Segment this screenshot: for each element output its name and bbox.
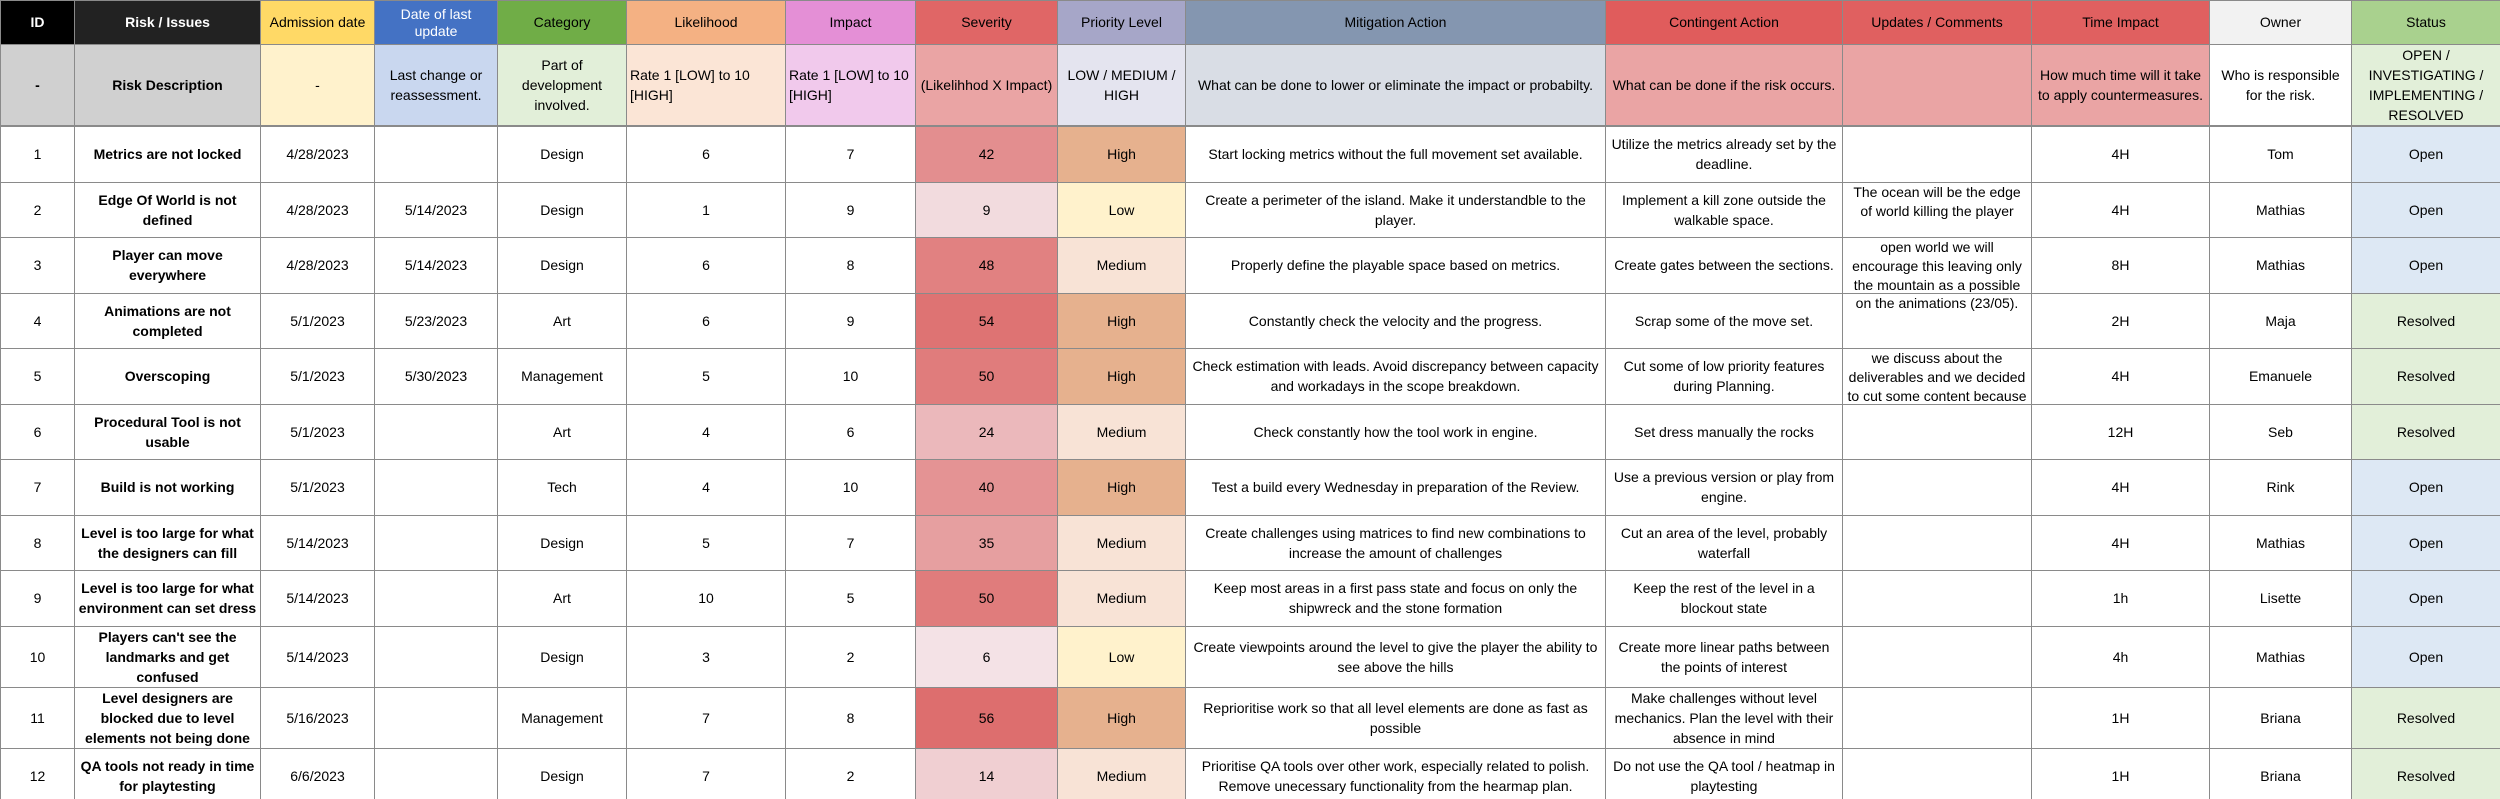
cell-risk[interactable]: Overscoping xyxy=(75,349,261,405)
description-mitigation: What can be done to lower or eliminate the impact or probabilty. xyxy=(1186,45,1606,126)
cell-impact[interactable]: 5 xyxy=(786,571,916,627)
cell-last-update[interactable]: 5/14/2023 xyxy=(375,238,498,294)
table-row[interactable] xyxy=(1,748,2500,799)
cell-admission[interactable]: 5/14/2023 xyxy=(261,515,375,571)
cell-priority[interactable]: High xyxy=(1058,127,1186,183)
cell-id[interactable]: 8 xyxy=(1,515,75,571)
description-id: - xyxy=(1,45,75,126)
cell-severity[interactable]: 54 xyxy=(916,293,1058,349)
cell-updates[interactable] xyxy=(1843,748,2032,799)
cell-risk[interactable]: Players can't see the landmarks and get confused xyxy=(75,626,261,687)
cell-contingent[interactable]: Cut an area of the level, probably waterfall xyxy=(1606,515,1843,571)
header-owner[interactable]: Owner xyxy=(2210,1,2352,45)
cell-admission[interactable]: 4/28/2023 xyxy=(261,127,375,183)
cell-priority[interactable]: Medium xyxy=(1058,571,1186,627)
header-priority[interactable]: Priority Level xyxy=(1058,1,1186,45)
cell-admission[interactable]: 5/14/2023 xyxy=(261,571,375,627)
cell-category[interactable]: Art xyxy=(498,293,627,349)
cell-last-update[interactable] xyxy=(375,404,498,460)
cell-impact[interactable]: 2 xyxy=(786,748,916,799)
cell-last-update[interactable]: 5/14/2023 xyxy=(375,182,498,238)
cell-id[interactable]: 3 xyxy=(1,238,75,294)
cell-admission[interactable]: 5/1/2023 xyxy=(261,460,375,516)
cell-contingent[interactable]: Use a previous version or play from engine. xyxy=(1606,460,1843,516)
cell-likelihood[interactable]: 4 xyxy=(627,460,786,516)
table-row[interactable] xyxy=(1,238,2500,294)
header-admission[interactable]: Admission date xyxy=(261,1,375,45)
cell-status[interactable]: Resolved xyxy=(2352,293,2500,349)
cell-likelihood[interactable]: 10 xyxy=(627,571,786,627)
cell-admission[interactable]: 5/16/2023 xyxy=(261,687,375,748)
cell-priority[interactable]: Low xyxy=(1058,182,1186,238)
cell-last-update[interactable] xyxy=(375,127,498,183)
cell-time-impact[interactable]: 1H xyxy=(2032,687,2210,748)
cell-updates[interactable] xyxy=(1843,293,2032,349)
cell-severity[interactable]: 48 xyxy=(916,238,1058,294)
cell-owner[interactable]: Rink xyxy=(2210,460,2352,516)
cell-updates[interactable] xyxy=(1843,238,2032,294)
cell-mitigation[interactable]: Reprioritise work so that all level elements are done as fast as possible xyxy=(1186,687,1606,748)
cell-owner[interactable]: Briana xyxy=(2210,748,2352,799)
cell-contingent[interactable]: Make challenges without level mechanics. Plan the level with their absence in mind xyxy=(1606,687,1843,748)
cell-time-impact[interactable]: 1h xyxy=(2032,571,2210,627)
cell-status[interactable]: Resolved xyxy=(2352,748,2500,799)
cell-mitigation[interactable]: Constantly check the velocity and the progress. xyxy=(1186,293,1606,349)
cell-admission[interactable]: 5/1/2023 xyxy=(261,349,375,405)
cell-last-update[interactable] xyxy=(375,748,498,799)
cell-severity[interactable]: 40 xyxy=(916,460,1058,516)
cell-admission[interactable]: 5/1/2023 xyxy=(261,293,375,349)
cell-category[interactable]: Design xyxy=(498,182,627,238)
cell-mitigation[interactable]: Check constantly how the tool work in engine. xyxy=(1186,404,1606,460)
cell-likelihood[interactable]: 7 xyxy=(627,748,786,799)
description-admission: - xyxy=(261,45,375,126)
cell-impact[interactable]: 8 xyxy=(786,238,916,294)
description-category: Part of development involved. xyxy=(498,45,627,126)
cell-mitigation[interactable]: Test a build every Wednesday in preparation of the Review. xyxy=(1186,460,1606,516)
cell-impact[interactable]: 6 xyxy=(786,404,916,460)
cell-mitigation[interactable]: Create viewpoints around the level to give the player the ability to see above the hills xyxy=(1186,626,1606,687)
header-updates[interactable]: Updates / Comments xyxy=(1843,1,2032,45)
cell-updates[interactable] xyxy=(1843,127,2032,183)
cell-owner[interactable]: Emanuele xyxy=(2210,349,2352,405)
cell-severity[interactable]: 6 xyxy=(916,626,1058,687)
cell-mitigation[interactable]: Properly define the playable space based on metrics. xyxy=(1186,238,1606,294)
cell-last-update[interactable] xyxy=(375,515,498,571)
cell-severity[interactable]: 56 xyxy=(916,687,1058,748)
cell-severity[interactable]: 14 xyxy=(916,748,1058,799)
header-mitigation[interactable]: Mitigation Action xyxy=(1186,1,1606,45)
cell-last-update[interactable] xyxy=(375,460,498,516)
table-row[interactable] xyxy=(1,404,2500,460)
cell-priority[interactable]: High xyxy=(1058,460,1186,516)
cell-time-impact[interactable]: 2H xyxy=(2032,293,2210,349)
cell-likelihood[interactable]: 4 xyxy=(627,404,786,460)
cell-mitigation[interactable]: Create challenges using matrices to find new combinations to increase the amount of challenges xyxy=(1186,515,1606,571)
cell-id[interactable]: 12 xyxy=(1,748,75,799)
cell-time-impact[interactable]: 4H xyxy=(2032,515,2210,571)
cell-time-impact[interactable]: 12H xyxy=(2032,404,2210,460)
cell-mitigation[interactable]: Create a perimeter of the island. Make it understandble to the player. xyxy=(1186,182,1606,238)
cell-category[interactable]: Tech xyxy=(498,460,627,516)
description-risk: Risk Description xyxy=(75,45,261,126)
comment-text: on the animations (23/05). xyxy=(1855,294,2019,311)
cell-id[interactable]: 5 xyxy=(1,349,75,405)
cell-status[interactable]: Open xyxy=(2352,571,2500,627)
table-row[interactable] xyxy=(1,515,2500,571)
table-row[interactable] xyxy=(1,687,2500,748)
cell-updates[interactable] xyxy=(1843,571,2032,627)
cell-category[interactable]: Management xyxy=(498,349,627,405)
cell-status[interactable]: Open xyxy=(2352,182,2500,238)
cell-time-impact[interactable]: 4H xyxy=(2032,182,2210,238)
cell-id[interactable]: 6 xyxy=(1,404,75,460)
cell-mitigation[interactable]: Check estimation with leads. Avoid discrepancy between capacity and workadays in the scope breakdown. xyxy=(1186,349,1606,405)
description-likelihood: Rate 1 [LOW] to 10 [HIGH] xyxy=(627,45,786,126)
cell-severity[interactable]: 24 xyxy=(916,404,1058,460)
cell-updates[interactable] xyxy=(1843,182,2032,238)
cell-category[interactable]: Design xyxy=(498,127,627,183)
cell-status[interactable]: Resolved xyxy=(2352,349,2500,405)
cell-id[interactable]: 1 xyxy=(1,127,75,183)
cell-time-impact[interactable]: 1H xyxy=(2032,748,2210,799)
table-row[interactable] xyxy=(1,293,2500,349)
header-risk[interactable]: Risk / Issues xyxy=(75,1,261,45)
cell-admission[interactable]: 5/1/2023 xyxy=(261,404,375,460)
cell-priority[interactable]: High xyxy=(1058,349,1186,405)
cell-mitigation[interactable]: Start locking metrics without the full movement set available. xyxy=(1186,127,1606,183)
cell-risk[interactable]: Edge Of World is not defined xyxy=(75,182,261,238)
cell-contingent[interactable]: Cut some of low priority features during Planning. xyxy=(1606,349,1843,405)
description-owner: Who is responsible for the risk. xyxy=(2210,45,2352,126)
header-status[interactable]: Status xyxy=(2352,1,2500,45)
cell-risk[interactable]: Player can move everywhere xyxy=(75,238,261,294)
cell-priority[interactable]: Medium xyxy=(1058,748,1186,799)
cell-owner[interactable]: Tom xyxy=(2210,127,2352,183)
cell-owner[interactable]: Mathias xyxy=(2210,515,2352,571)
cell-updates[interactable] xyxy=(1843,460,2032,516)
cell-updates[interactable] xyxy=(1843,404,2032,460)
cell-contingent[interactable]: Implement a kill zone outside the walkable space. xyxy=(1606,182,1843,238)
cell-category[interactable]: Design xyxy=(498,515,627,571)
cell-category[interactable]: Management xyxy=(498,687,627,748)
table-row[interactable] xyxy=(1,571,2500,627)
comment-text: open world we will encourage this leaving only the mountain as a possible xyxy=(1852,239,2022,292)
cell-contingent[interactable]: Create gates between the sections. xyxy=(1606,238,1843,294)
comment-text: we discuss about the deliverables and we decided to cut some content because xyxy=(1847,350,2027,403)
description-last-update: Last change or reassessment. xyxy=(375,45,498,126)
cell-owner[interactable]: Mathias xyxy=(2210,626,2352,687)
cell-priority[interactable]: High xyxy=(1058,293,1186,349)
description-contingent: What can be done if the risk occurs. xyxy=(1606,45,1843,126)
cell-likelihood[interactable]: 5 xyxy=(627,349,786,405)
cell-impact[interactable]: 10 xyxy=(786,349,916,405)
cell-likelihood[interactable]: 1 xyxy=(627,182,786,238)
cell-category[interactable]: Art xyxy=(498,404,627,460)
table-row[interactable] xyxy=(1,460,2500,516)
description-row xyxy=(1,45,2500,126)
header-id[interactable]: ID xyxy=(1,1,75,45)
cell-category[interactable]: Design xyxy=(498,238,627,294)
comment-text: The ocean will be the edge of world killing the player xyxy=(1853,183,2021,219)
description-updates xyxy=(1843,45,2032,126)
header-row xyxy=(1,1,2500,45)
cell-admission[interactable]: 4/28/2023 xyxy=(261,238,375,294)
cell-id[interactable]: 4 xyxy=(1,293,75,349)
cell-status[interactable]: Open xyxy=(2352,127,2500,183)
cell-priority[interactable]: Low xyxy=(1058,626,1186,687)
cell-priority[interactable]: Medium xyxy=(1058,238,1186,294)
cell-risk[interactable]: Level is too large for what environment can set dress xyxy=(75,571,261,627)
cell-impact[interactable]: 9 xyxy=(786,293,916,349)
cell-admission[interactable]: 6/6/2023 xyxy=(261,748,375,799)
header-category[interactable]: Category xyxy=(498,1,627,45)
cell-risk[interactable]: Animations are not completed xyxy=(75,293,261,349)
cell-owner[interactable]: Mathias xyxy=(2210,238,2352,294)
cell-category[interactable]: Design xyxy=(498,748,627,799)
cell-risk[interactable]: Procedural Tool is not usable xyxy=(75,404,261,460)
cell-likelihood[interactable]: 7 xyxy=(627,687,786,748)
header-severity[interactable]: Severity xyxy=(916,1,1058,45)
cell-status[interactable]: Open xyxy=(2352,460,2500,516)
cell-mitigation[interactable]: Prioritise QA tools over other work, especially related to polish. Remove unecessary functionality from the hearmap plan. xyxy=(1186,748,1606,799)
cell-owner[interactable]: Maja xyxy=(2210,293,2352,349)
cell-status[interactable]: Open xyxy=(2352,626,2500,687)
cell-id[interactable]: 7 xyxy=(1,460,75,516)
cell-category[interactable]: Art xyxy=(498,571,627,627)
header-contingent[interactable]: Contingent Action xyxy=(1606,1,1843,45)
cell-updates[interactable] xyxy=(1843,687,2032,748)
cell-last-update[interactable]: 5/23/2023 xyxy=(375,293,498,349)
cell-likelihood[interactable]: 3 xyxy=(627,626,786,687)
cell-likelihood[interactable]: 6 xyxy=(627,293,786,349)
cell-priority[interactable]: Medium xyxy=(1058,515,1186,571)
cell-time-impact[interactable]: 4H xyxy=(2032,460,2210,516)
cell-contingent[interactable]: Set dress manually the rocks xyxy=(1606,404,1843,460)
cell-time-impact[interactable]: 4h xyxy=(2032,626,2210,687)
cell-contingent[interactable]: Scrap some of the move set. xyxy=(1606,293,1843,349)
cell-last-update[interactable] xyxy=(375,626,498,687)
cell-risk[interactable]: QA tools not ready in time for playtesting xyxy=(75,748,261,799)
cell-contingent[interactable]: Do not use the QA tool / heatmap in playtesting xyxy=(1606,748,1843,799)
cell-time-impact[interactable]: 4H xyxy=(2032,349,2210,405)
cell-impact[interactable]: 9 xyxy=(786,182,916,238)
cell-category[interactable]: Design xyxy=(498,626,627,687)
cell-id[interactable]: 10 xyxy=(1,626,75,687)
cell-mitigation[interactable]: Keep most areas in a first pass state and focus on only the shipwreck and the stone formation xyxy=(1186,571,1606,627)
cell-risk[interactable]: Level is too large for what the designers can fill xyxy=(75,515,261,571)
cell-id[interactable]: 9 xyxy=(1,571,75,627)
header-last-update[interactable]: Date of last update xyxy=(375,1,498,45)
cell-severity[interactable]: 9 xyxy=(916,182,1058,238)
cell-admission[interactable]: 4/28/2023 xyxy=(261,182,375,238)
cell-last-update[interactable] xyxy=(375,687,498,748)
cell-likelihood[interactable]: 6 xyxy=(627,127,786,183)
cell-updates[interactable] xyxy=(1843,515,2032,571)
cell-contingent[interactable]: Keep the rest of the level in a blockout state xyxy=(1606,571,1843,627)
cell-owner[interactable]: Lisette xyxy=(2210,571,2352,627)
cell-impact[interactable]: 7 xyxy=(786,127,916,183)
cell-last-update[interactable]: 5/30/2023 xyxy=(375,349,498,405)
cell-status[interactable]: Resolved xyxy=(2352,687,2500,748)
cell-severity[interactable]: 50 xyxy=(916,571,1058,627)
description-status: OPEN / INVESTIGATING / IMPLEMENTING / RESOLVED xyxy=(2352,45,2500,126)
cell-impact[interactable]: 10 xyxy=(786,460,916,516)
table-row[interactable] xyxy=(1,127,2500,183)
cell-severity[interactable]: 42 xyxy=(916,127,1058,183)
cell-impact[interactable]: 7 xyxy=(786,515,916,571)
cell-priority[interactable]: Medium xyxy=(1058,404,1186,460)
cell-priority[interactable]: High xyxy=(1058,687,1186,748)
description-priority: LOW / MEDIUM / HIGH xyxy=(1058,45,1186,126)
cell-owner[interactable]: Mathias xyxy=(2210,182,2352,238)
cell-admission[interactable]: 5/14/2023 xyxy=(261,626,375,687)
cell-status[interactable]: Resolved xyxy=(2352,404,2500,460)
cell-time-impact[interactable]: 4H xyxy=(2032,127,2210,183)
cell-risk[interactable]: Level designers are blocked due to level elements not being done xyxy=(75,687,261,748)
cell-status[interactable]: Open xyxy=(2352,238,2500,294)
cell-updates[interactable] xyxy=(1843,349,2032,405)
table-row[interactable] xyxy=(1,182,2500,238)
description-impact: Rate 1 [LOW] to 10 [HIGH] xyxy=(786,45,916,126)
header-time-impact[interactable]: Time Impact xyxy=(2032,1,2210,45)
cell-risk[interactable]: Build is not working xyxy=(75,460,261,516)
header-impact[interactable]: Impact xyxy=(786,1,916,45)
cell-impact[interactable]: 2 xyxy=(786,626,916,687)
header-likelihood[interactable]: Likelihood xyxy=(627,1,786,45)
cell-owner[interactable]: Briana xyxy=(2210,687,2352,748)
table-body xyxy=(1,1,2500,799)
cell-likelihood[interactable]: 5 xyxy=(627,515,786,571)
table-row[interactable] xyxy=(1,626,2500,687)
description-time-impact: How much time will it take to apply countermeasures. xyxy=(2032,45,2210,126)
cell-likelihood[interactable]: 6 xyxy=(627,238,786,294)
cell-impact[interactable]: 8 xyxy=(786,687,916,748)
cell-contingent[interactable]: Utilize the metrics already set by the deadline. xyxy=(1606,127,1843,183)
cell-owner[interactable]: Seb xyxy=(2210,404,2352,460)
table-row[interactable] xyxy=(1,349,2500,405)
cell-status[interactable]: Open xyxy=(2352,515,2500,571)
cell-contingent[interactable]: Create more linear paths between the points of interest xyxy=(1606,626,1843,687)
cell-id[interactable]: 2 xyxy=(1,182,75,238)
description-severity: (Likelihhod X Impact) xyxy=(916,45,1058,126)
cell-time-impact[interactable]: 8H xyxy=(2032,238,2210,294)
cell-severity[interactable]: 50 xyxy=(916,349,1058,405)
cell-updates[interactable] xyxy=(1843,626,2032,687)
cell-id[interactable]: 11 xyxy=(1,687,75,748)
cell-risk[interactable]: Metrics are not locked xyxy=(75,127,261,183)
cell-last-update[interactable] xyxy=(375,571,498,627)
cell-severity[interactable]: 35 xyxy=(916,515,1058,571)
